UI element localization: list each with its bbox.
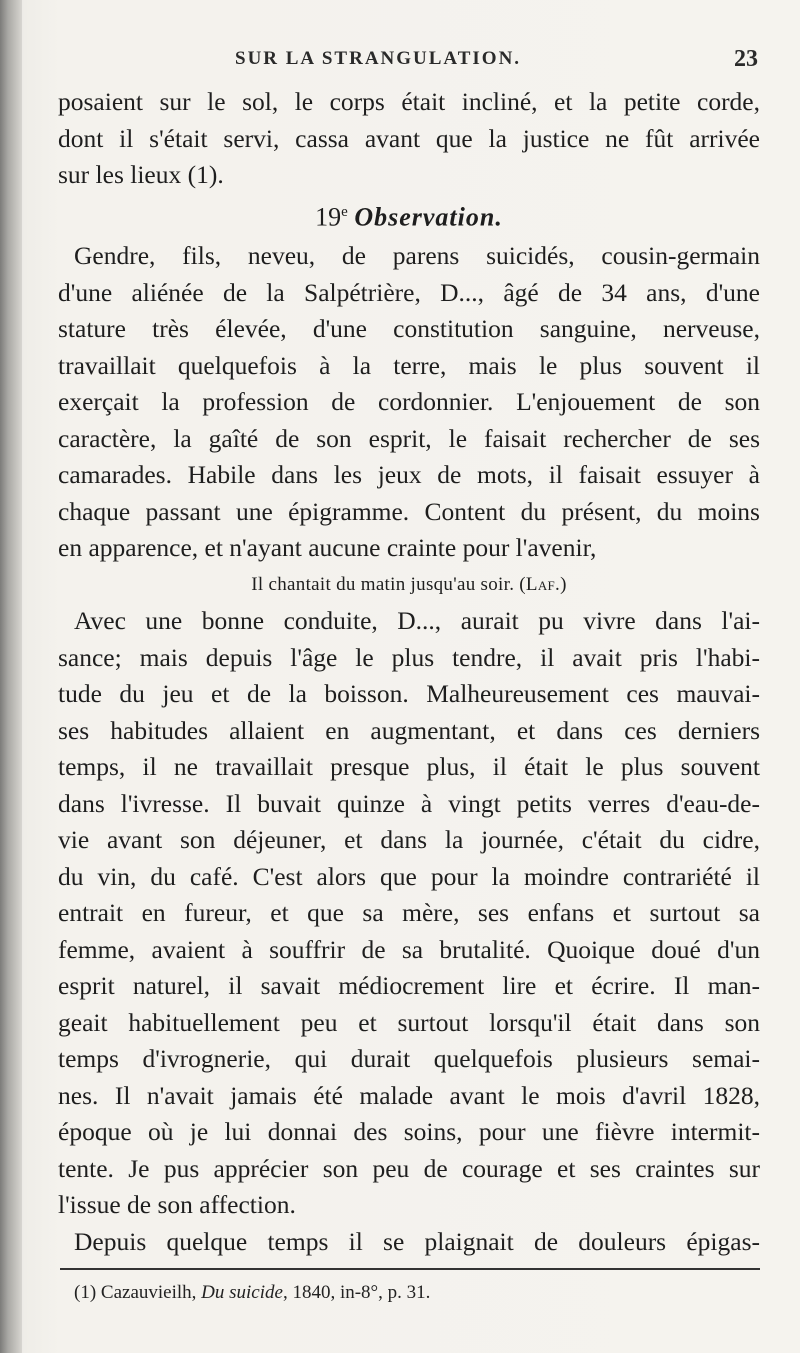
text-line: d'une aliénée de la Salpétrière, D..., âgé de 34 ans, d'une (58, 277, 760, 307)
running-head: SUR LA STRANGULATION. (235, 48, 522, 69)
text-line: Avec une bonne conduite, D..., aurait pu vivre dans l'ai- (74, 606, 760, 635)
text-line: nes. Il n'avait jamais été malade avant le mois d'avril 1828, (58, 1080, 760, 1110)
text-line: Depuis quelque temps il se plaignait de douleurs épigas- (74, 1226, 760, 1256)
text-line: l'issue de son affection. (58, 1190, 296, 1219)
text-line: temps, il ne travaillait presque plus, il était le plus souvent (58, 752, 760, 781)
text-line: ses habitudes allaient en augmentant, et dans ces derniers (58, 715, 760, 745)
text-line: sur les lieux (1). (58, 160, 224, 189)
text-line: tente. Je pus apprécier son peu de courage et ses craintes sur (58, 1153, 760, 1183)
text-line: tude du jeu et de la boisson. Malheureusement ces mauvai- (58, 679, 760, 708)
text-line: exerçait la profession de cordonnier. L'enjouement de son (58, 387, 760, 416)
page-number: 23 (734, 46, 758, 72)
text-line: vie avant son déjeuner, et dans la journée, c'était du cidre, (58, 825, 760, 854)
quote-close: ) (560, 573, 567, 595)
text-line: stature très élevée, d'une constitution sanguine, nerveuse, (58, 314, 760, 343)
text-line: femme, avaient à souffrir de sa brutalité. Quoique doué d'un (58, 934, 760, 964)
text-line: Gendre, fils, neveu, de parens suicidés, cousin-germain (74, 241, 760, 270)
text-line: geait habituellement peu et surtout lorsqu'il était dans son (58, 1007, 760, 1037)
quote-text: Il chantait du matin jusqu'au soir. ( (251, 573, 526, 595)
footnote (74, 1282, 430, 1304)
footnote-mark: (1) Cazauvieilh, (74, 1282, 202, 1303)
body-text (58, 84, 760, 1260)
text-line: entrait en fureur, et que sa mère, ses enfans et surtout sa (58, 898, 760, 927)
observation-title: Observation. (354, 202, 503, 232)
page-header (60, 44, 770, 84)
text-line: temps d'ivrognerie, qui durait quelquefois plusieurs semai- (58, 1044, 760, 1073)
footnote-title: Du suicide (201, 1282, 283, 1303)
text-line: dont il s'était servi, cassa avant que la justice ne fût arrivée (58, 123, 760, 153)
text-line: en apparence, et n'ayant aucune crainte pour l'avenir, (58, 533, 597, 562)
text-line: travaillait quelquefois à la terre, mais le plus souvent il (58, 350, 760, 380)
text-line: dans l'ivresse. Il buvait quinze à vingt petits verres d'eau-de- (58, 788, 760, 818)
text-line: du vin, du café. C'est alors que pour la moindre contrariété il (58, 861, 760, 891)
text-line: époque où je lui donnai des soins, pour une fièvre intermit- (58, 1117, 760, 1146)
text-line: camarades. Habile dans les jeux de mots, il faisait essuyer à (58, 460, 760, 489)
footnote-rule (60, 1268, 760, 1270)
book-gutter (0, 0, 22, 1353)
quote-author: Laf. (525, 573, 561, 595)
text-line: chaque passant une épigramme. Content du présent, du moins (58, 496, 760, 526)
observation-number: 19 (315, 202, 342, 232)
verse-quote (58, 567, 760, 604)
footnote-rest: , 1840, in-8°, p. 31. (282, 1282, 431, 1303)
text-line: posaient sur le sol, le corps était incliné, et la petite corde, (58, 87, 760, 116)
text-line: caractère, la gaîté de son esprit, le faisait rechercher de ses (58, 423, 760, 453)
text-line: esprit naturel, il savait médiocrement lire et écrire. Il man- (58, 971, 760, 1000)
observation-heading (58, 194, 760, 231)
text-line: sance; mais depuis l'âge le plus tendre, il avait pris l'habi- (58, 642, 760, 672)
observation-sup: e (341, 203, 348, 220)
